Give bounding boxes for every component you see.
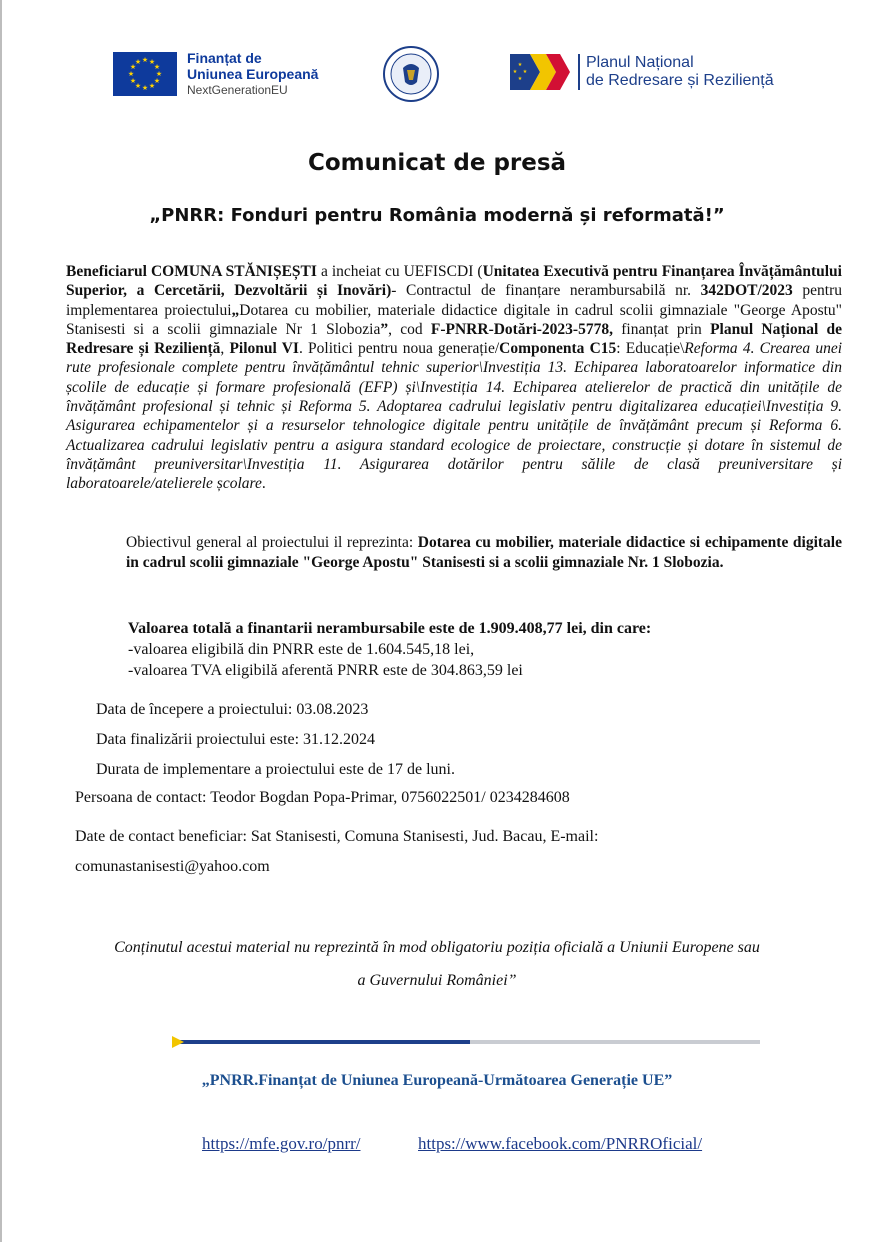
- svg-text:★: ★: [129, 77, 137, 85]
- body-text-2: - Contractul de finanțare nerambursabilă nr.: [391, 282, 701, 300]
- end-date: Data finalizării proiectului este: 31.12.2024: [96, 731, 376, 748]
- body-text-9: .: [261, 475, 266, 493]
- svg-text:★: ★: [517, 62, 523, 68]
- disclaimer: [0, 931, 874, 997]
- beneficiary: Beneficiarul COMUNA STĂNIȘEȘTI: [66, 263, 317, 280]
- component: Componenta C15: [499, 340, 617, 358]
- pnrr-logo: [510, 54, 774, 90]
- body-text-8: : Educație\: [616, 340, 685, 358]
- eu-logo-line2: Uniunea Europeană: [187, 66, 319, 82]
- svg-text:★: ★: [129, 63, 137, 71]
- svg-text:★: ★: [148, 58, 156, 66]
- svg-text:★: ★: [155, 70, 163, 78]
- financing-eligible: -valoarea eligibilă din PNRR este de 1.604.545,18 lei,: [128, 641, 475, 658]
- main-paragraph: [66, 262, 842, 494]
- body-text-7: . Politici pentru noua generație/: [298, 340, 500, 358]
- svg-text:★: ★: [134, 82, 142, 90]
- financing-total: Valoarea totală a finantarii nerambursabile este de 1.909.408,77 lei, din care:: [128, 620, 652, 637]
- svg-text:★: ★: [512, 69, 518, 75]
- svg-text:★: ★: [148, 82, 156, 90]
- start-date: Data de începere a proiectului: 03.08.2023: [96, 701, 369, 718]
- financing-block: [128, 618, 848, 681]
- quote-close: ”: [380, 320, 389, 338]
- page-title: Comunicat de presă: [307, 150, 567, 176]
- pnrr-logo-line1: Planul Național: [586, 54, 694, 71]
- pnrr-name: Planul Național de Redresare și Reziliență: [66, 320, 843, 358]
- objective-text: Dotarea cu mobilier, materiale didactice si echipamente digitale in cadrul scolii gimnaziale "George Apostu" Stanisesti si a scolii gimnaziale Nr. 1 Slobozia.: [126, 534, 842, 571]
- objective-paragraph: [66, 533, 842, 573]
- svg-text:★: ★: [153, 77, 161, 85]
- mfe-link[interactable]: https://mfe.gov.ro/pnrr/: [202, 1134, 361, 1153]
- svg-text:★: ★: [141, 56, 149, 64]
- eu-logo: [113, 50, 318, 98]
- page-subtitle: „PNRR: Fonduri pentru România modernă și reformată!”: [149, 205, 725, 226]
- pillar: Pilonul VI: [229, 340, 299, 358]
- body-text-5: finanțat prin: [612, 320, 711, 338]
- eu-logo-line3: NextGenerationEU: [187, 83, 288, 97]
- objective-lead: Obiectivul general al proiectului il reprezinta:: [126, 534, 418, 551]
- disclaimer-line2: a Guvernului României”: [357, 972, 517, 989]
- svg-text:★: ★: [141, 84, 149, 92]
- pnrr-flag-icon: [510, 54, 572, 90]
- body-text-1: a incheiat cu UEFISCDI (: [316, 263, 483, 280]
- duration: Durata de implementare a proiectului este de 17 de luni.: [96, 761, 455, 778]
- contact-email[interactable]: comunastanisesti@yahoo.com: [75, 858, 270, 875]
- facebook-link[interactable]: https://www.facebook.com/PNRROficial/: [418, 1134, 703, 1153]
- project-code: F-PNRR-Dotări-2023-5778,: [430, 320, 613, 338]
- pnrr-logo-line2: de Redresare și Reziliență: [586, 72, 774, 89]
- svg-text:★: ★: [517, 76, 523, 82]
- uefiscdi-name: Unitatea Executivă pentru Finanțarea Învățământului Superior, a Cercetării, Dezvoltării și Inovări): [66, 263, 842, 300]
- financing-vat: -valoarea TVA eligibilă aferentă PNRR este de 304.863,59 lei: [128, 662, 523, 679]
- svg-text:★: ★: [127, 70, 135, 78]
- svg-text:★: ★: [522, 69, 528, 75]
- footer-slogan: „PNRR.Finanțat de Uniunea Europeană-Următoarea Generație UE”: [201, 1072, 673, 1089]
- svg-text:★: ★: [134, 58, 142, 66]
- contact-person: Persoana de contact: Teodor Bogdan Popa-Primar, 0756022501/ 0234284608: [75, 789, 570, 806]
- footer-stripe-icon: [160, 1032, 760, 1052]
- romanian-government-seal-icon: [383, 46, 439, 102]
- page-edge: [0, 0, 2, 1242]
- eu-flag-icon: [113, 52, 177, 96]
- reforms-investments: Reforma 4. Crearea unei rute profesionale complete pentru învățământul tehnic superior\Investiția 13. Echiparea laboratoarelor informatice din școlile de educație și formare profesională (EFP) și\Investiția 14. Echiparea atelierelor de practică din unitățile de învățământ profesional și tehnic și Reforma 5. Adoptarea cadrului legislativ pentru digitalizarea educației\Investiția 9. Asigurarea echipamentelor și a resurselor tehnologice digitale pentru unitățile de învățământ precum și Reforma 6. Actualizarea cadrului legislativ pentru a asigura standard ecologice de proiectare, construcție și dotare în sistemul de învățământ preuniversitar\Investiția 11. Asigurarea dotărilor pentru sălile de clasă preuniversitare și laboratoarele/atelierele școlare: [66, 340, 843, 493]
- contract-number: 342DOT/2023: [700, 282, 793, 300]
- project-title: Dotarea cu mobilier, materiale didactice digitale in cadrul scolii gimnaziale "George Apostu" Stanisesti si a scolii gimnaziale Nr 1 Slobozia: [66, 301, 842, 338]
- eu-logo-line1: Finanțat de: [187, 50, 262, 66]
- beneficiary-contact: Date de contact beneficiar: Sat Stanisesti, Comuna Stanisesti, Jud. Bacau, E-mail:: [75, 828, 599, 845]
- body-text-6: ,: [220, 340, 230, 358]
- svg-text:★: ★: [153, 63, 161, 71]
- quote-open: „: [231, 301, 240, 319]
- body-text-3: pentru implementarea proiectului: [66, 282, 842, 319]
- disclaimer-line1: Conținutul acestui material nu reprezintă în mod obligatoriu poziția oficială a Uniunii Europene sau: [114, 939, 760, 956]
- body-text-4: , cod: [388, 320, 431, 338]
